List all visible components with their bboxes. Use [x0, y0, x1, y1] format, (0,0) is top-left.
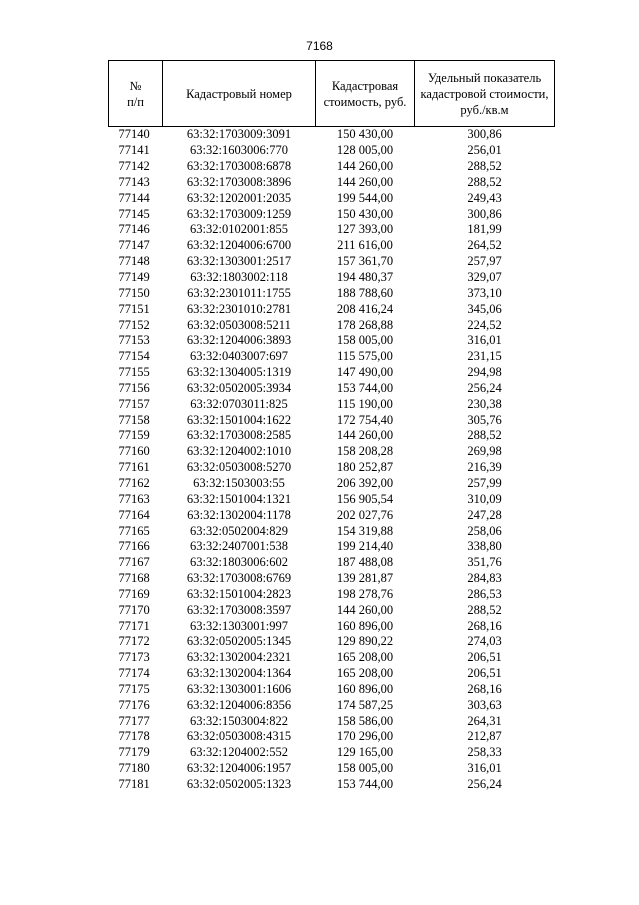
specific-value-cell: 329,07 [467, 270, 502, 285]
table-row [109, 190, 555, 206]
table-row [109, 206, 555, 222]
cost-cell: 158 586,00 [336, 713, 394, 728]
table-row [109, 523, 555, 539]
table-row [109, 713, 555, 729]
specific-value-cell: 338,80 [467, 539, 502, 554]
cadastral-number-cell: 63:32:1803006:602 [190, 555, 288, 570]
cost-cell: 165 208,00 [336, 666, 394, 681]
table-row [109, 682, 555, 698]
cost-cell: 144 260,00 [336, 602, 394, 617]
cadastral-number-cell: 63:32:0502004:829 [190, 523, 288, 538]
row-number: 77144 [118, 190, 150, 205]
row-number: 77176 [118, 697, 150, 712]
row-number: 77155 [118, 365, 150, 380]
table-row [109, 412, 555, 428]
table-row [109, 491, 555, 507]
specific-value-cell: 258,33 [467, 745, 502, 760]
header-cost: Кадастровая стоимость, руб. [316, 61, 415, 127]
cadastral-number-cell: 63:32:1204006:6700 [186, 238, 292, 253]
row-number: 77177 [118, 713, 150, 728]
specific-value-cell: 249,43 [467, 190, 502, 205]
cost-cell: 150 430,00 [336, 206, 394, 221]
specific-value-cell: 310,09 [467, 491, 502, 506]
specific-value-cell: 268,16 [467, 618, 502, 633]
cadastral-number-cell: 63:32:0503008:5270 [186, 460, 292, 475]
cadastral-number-cell: 63:32:1503003:55 [193, 475, 285, 490]
cadastral-number-cell: 63:32:1703008:3896 [186, 174, 292, 189]
cost-cell: 158 005,00 [336, 333, 394, 348]
cadastral-number-cell: 63:32:1603006:770 [190, 143, 288, 158]
row-number: 77170 [118, 602, 150, 617]
specific-value-cell: 294,98 [467, 365, 502, 380]
cadastral-number-cell: 63:32:0502005:3934 [186, 380, 292, 395]
cost-cell: 147 490,00 [336, 365, 394, 380]
cost-cell: 160 896,00 [336, 618, 394, 633]
page-number: 7168 [306, 39, 333, 53]
row-number: 77145 [118, 206, 150, 221]
row-number: 77156 [118, 380, 150, 395]
table-row [109, 460, 555, 476]
table-row [109, 270, 555, 286]
cost-cell: 158 208,28 [336, 444, 394, 459]
cost-cell: 172 754,40 [336, 412, 394, 427]
table-row [109, 127, 555, 143]
row-number: 77167 [118, 555, 150, 570]
cost-cell: 129 890,22 [336, 634, 394, 649]
specific-value-cell: 257,97 [467, 254, 502, 269]
specific-value-cell: 257,99 [467, 475, 502, 490]
cadastral-number-cell: 63:32:1202001:2035 [186, 190, 292, 205]
cost-cell: 165 208,00 [336, 650, 394, 665]
cadastral-number-cell: 63:32:1501004:1622 [186, 412, 292, 427]
row-number: 77157 [118, 396, 150, 411]
cost-cell: 128 005,00 [336, 143, 394, 158]
cadastral-number-cell: 63:32:1302004:2321 [186, 650, 292, 665]
cost-cell: 208 416,24 [336, 301, 394, 316]
table-row [109, 777, 555, 793]
cost-cell: 157 361,70 [336, 254, 394, 269]
cadastral-number-cell: 63:32:1703009:1259 [186, 206, 292, 221]
cost-cell: 206 392,00 [336, 475, 394, 490]
row-number: 77148 [118, 254, 150, 269]
table-row [109, 634, 555, 650]
table-header-row [109, 61, 555, 127]
cost-cell: 174 587,25 [336, 697, 394, 712]
table-row [109, 365, 555, 381]
row-number: 77179 [118, 745, 150, 760]
row-number: 77178 [118, 729, 150, 744]
cost-cell: 194 480,37 [336, 270, 394, 285]
row-number: 77150 [118, 285, 150, 300]
cadastral-number-cell: 63:32:0102001:855 [190, 222, 288, 237]
specific-value-cell: 274,03 [467, 634, 502, 649]
cost-cell: 211 616,00 [337, 238, 393, 253]
specific-value-cell: 231,15 [467, 349, 502, 364]
specific-value-cell: 269,98 [467, 444, 502, 459]
table-row [109, 618, 555, 634]
cadastral-number-cell: 63:32:1703008:2585 [186, 428, 292, 443]
cost-cell: 150 430,00 [336, 127, 394, 142]
table-row [109, 396, 555, 412]
header-num: № п/п [109, 61, 163, 127]
header-specific-value: Удельный показатель кадастровой стоимости, руб./кв.м [415, 61, 555, 127]
cadastral-number-cell: 63:32:1503004:822 [190, 713, 288, 728]
cadastral-number-cell: 63:32:0502005:1323 [186, 777, 292, 792]
cadastral-number-cell: 63:32:1703009:3091 [186, 127, 292, 142]
row-number: 77164 [118, 507, 150, 522]
table-row [109, 349, 555, 365]
table-row [109, 745, 555, 761]
table-row [109, 317, 555, 333]
cost-cell: 180 252,87 [336, 460, 394, 475]
row-number: 77152 [118, 317, 150, 332]
row-number: 77147 [118, 238, 150, 253]
cadastral-number-cell: 63:32:1204002:552 [190, 745, 288, 760]
specific-value-cell: 256,01 [467, 143, 502, 158]
cost-cell: 139 281,87 [336, 571, 394, 586]
cadastral-number-cell: 63:32:1303001:997 [190, 618, 288, 633]
specific-value-cell: 212,87 [467, 729, 502, 744]
table-row [109, 539, 555, 555]
cost-cell: 188 788,60 [336, 285, 394, 300]
cadastral-number-cell: 63:32:1303001:2517 [186, 254, 292, 269]
cost-cell: 187 488,08 [336, 555, 394, 570]
table-row [109, 507, 555, 523]
row-number: 77162 [118, 475, 150, 490]
row-number: 77165 [118, 523, 150, 538]
specific-value-cell: 268,16 [467, 681, 502, 696]
row-number: 77163 [118, 491, 150, 506]
header-cadastral-number: Кадастровый номер [163, 61, 316, 127]
row-number: 77175 [118, 681, 150, 696]
specific-value-cell: 303,63 [467, 697, 502, 712]
table-row [109, 555, 555, 571]
table-row [109, 586, 555, 602]
cost-cell: 199 544,00 [336, 190, 394, 205]
row-number: 77168 [118, 571, 150, 586]
table-row [109, 729, 555, 745]
specific-value-cell: 300,86 [467, 206, 502, 221]
specific-value-cell: 258,06 [467, 523, 502, 538]
cost-cell: 198 278,76 [336, 586, 394, 601]
specific-value-cell: 256,24 [467, 777, 502, 792]
table-row [109, 476, 555, 492]
specific-value-cell: 230,38 [467, 396, 502, 411]
row-number: 77172 [118, 634, 150, 649]
cost-cell: 202 027,76 [336, 507, 394, 522]
cadastral-number-cell: 63:32:1803002:118 [190, 270, 288, 285]
cost-cell: 144 260,00 [336, 159, 394, 174]
row-number: 77171 [118, 618, 150, 633]
specific-value-cell: 345,06 [467, 301, 502, 316]
cadastral-number-cell: 63:32:0502005:1345 [186, 634, 292, 649]
cost-cell: 153 744,00 [336, 380, 394, 395]
row-number: 77161 [118, 460, 150, 475]
specific-value-cell: 247,28 [467, 507, 502, 522]
cost-cell: 170 296,00 [336, 729, 394, 744]
row-number: 77181 [118, 777, 150, 792]
cost-cell: 156 905,54 [336, 491, 394, 506]
table-row [109, 333, 555, 349]
table-row [109, 143, 555, 159]
row-number: 77142 [118, 159, 150, 174]
cadastral-number-cell: 63:32:1204006:1957 [186, 761, 292, 776]
table-row [109, 602, 555, 618]
specific-value-cell: 264,52 [467, 238, 502, 253]
cadastral-number-cell: 63:32:0503008:5211 [187, 317, 291, 332]
table-row [109, 381, 555, 397]
table-row [109, 301, 555, 317]
row-number: 77180 [118, 761, 150, 776]
cadastral-number-cell: 63:32:1703008:3597 [186, 602, 292, 617]
cadastral-number-cell: 63:32:0503008:4315 [186, 729, 292, 744]
specific-value-cell: 206,51 [467, 650, 502, 665]
cost-cell: 115 575,00 [337, 349, 393, 364]
row-number: 77166 [118, 539, 150, 554]
row-number: 77169 [118, 586, 150, 601]
table-row [109, 159, 555, 175]
cadastral-table [108, 60, 555, 792]
specific-value-cell: 316,01 [467, 761, 502, 776]
row-number: 77153 [118, 333, 150, 348]
cadastral-number-cell: 63:32:1204006:3893 [186, 333, 292, 348]
cadastral-number-cell: 63:32:0703011:825 [190, 396, 288, 411]
cadastral-number-cell: 63:32:1204002:1010 [186, 444, 292, 459]
table-row [109, 761, 555, 777]
table-row [109, 444, 555, 460]
row-number: 77143 [118, 174, 150, 189]
table-row [109, 650, 555, 666]
cost-cell: 158 005,00 [336, 761, 394, 776]
table-row [109, 666, 555, 682]
row-number: 77154 [118, 349, 150, 364]
table-row [109, 254, 555, 270]
specific-value-cell: 288,52 [467, 428, 502, 443]
table-row [109, 222, 555, 238]
specific-value-cell: 286,53 [467, 586, 502, 601]
row-number: 77151 [118, 301, 150, 316]
table-row [109, 697, 555, 713]
specific-value-cell: 288,52 [467, 602, 502, 617]
specific-value-cell: 181,99 [467, 222, 502, 237]
cadastral-number-cell: 63:32:1302004:1364 [186, 666, 292, 681]
cadastral-number-cell: 63:32:2301010:2781 [186, 301, 292, 316]
row-number: 77173 [118, 650, 150, 665]
row-number: 77146 [118, 222, 150, 237]
cost-cell: 129 165,00 [336, 745, 394, 760]
row-number: 77159 [118, 428, 150, 443]
cost-cell: 144 260,00 [336, 428, 394, 443]
cost-cell: 154 319,88 [336, 523, 394, 538]
specific-value-cell: 316,01 [467, 333, 502, 348]
cost-cell: 144 260,00 [336, 174, 394, 189]
table-body [109, 127, 555, 793]
cost-cell: 160 896,00 [336, 681, 394, 696]
cadastral-number-cell: 63:32:1501004:1321 [186, 491, 292, 506]
cost-cell: 115 190,00 [337, 396, 393, 411]
cost-cell: 127 393,00 [336, 222, 394, 237]
cadastral-number-cell: 63:32:1302004:1178 [187, 507, 291, 522]
specific-value-cell: 284,83 [467, 571, 502, 586]
table-row [109, 571, 555, 587]
cost-cell: 178 268,88 [336, 317, 394, 332]
specific-value-cell: 373,10 [467, 285, 502, 300]
row-number: 77160 [118, 444, 150, 459]
table-row [109, 285, 555, 301]
cadastral-number-cell: 63:32:1703008:6878 [186, 159, 292, 174]
cadastral-number-cell: 63:32:1501004:2823 [186, 586, 292, 601]
cost-cell: 199 214,40 [336, 539, 394, 554]
cadastral-number-cell: 63:32:2301011:1755 [187, 285, 291, 300]
specific-value-cell: 206,51 [467, 666, 502, 681]
row-number: 77141 [118, 143, 150, 158]
table-row [109, 238, 555, 254]
cadastral-number-cell: 63:32:0403007:697 [190, 349, 288, 364]
cost-cell: 153 744,00 [336, 777, 394, 792]
specific-value-cell: 305,76 [467, 412, 502, 427]
specific-value-cell: 216,39 [467, 460, 502, 475]
table-row [109, 428, 555, 444]
specific-value-cell: 256,24 [467, 380, 502, 395]
specific-value-cell: 351,76 [467, 555, 502, 570]
cadastral-number-cell: 63:32:1204006:8356 [186, 697, 292, 712]
specific-value-cell: 288,52 [467, 174, 502, 189]
cadastral-number-cell: 63:32:1303001:1606 [186, 681, 292, 696]
table-row [109, 175, 555, 191]
cadastral-number-cell: 63:32:2407001:538 [190, 539, 288, 554]
row-number: 77158 [118, 412, 150, 427]
specific-value-cell: 288,52 [467, 159, 502, 174]
specific-value-cell: 264,31 [467, 713, 502, 728]
specific-value-cell: 300,86 [467, 127, 502, 142]
specific-value-cell: 224,52 [467, 317, 502, 332]
row-number: 77149 [118, 270, 150, 285]
row-number: 77174 [118, 666, 150, 681]
cadastral-number-cell: 63:32:1703008:6769 [186, 571, 292, 586]
row-number: 77140 [118, 127, 150, 142]
cadastral-number-cell: 63:32:1304005:1319 [186, 365, 292, 380]
